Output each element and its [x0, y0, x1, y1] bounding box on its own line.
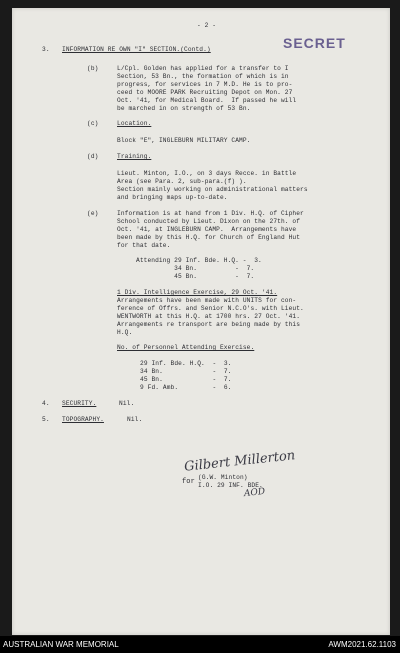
- exercise-heading: 1 Div. Intelligence Exercise, 29 Oct. '41.: [117, 289, 278, 296]
- attending-row: Attending 29 Inf. Bde. H.Q. - 3.: [136, 257, 262, 264]
- para-c-label: (c): [87, 120, 99, 127]
- footer-institution: AUSTRALIAN WAR MEMORIAL: [3, 640, 119, 649]
- para-c-heading: Location.: [117, 120, 152, 127]
- para-e-label: (e): [87, 210, 99, 217]
- section-4-heading: SECURITY.: [62, 400, 97, 407]
- signatory-title: I.O. 29 INF. BDE.: [198, 482, 263, 489]
- personnel-heading: No. of Personnel Attending Exercise.: [117, 344, 255, 351]
- para-d-heading: Training.: [117, 153, 152, 160]
- section-5-heading: TOPOGRAPHY.: [62, 416, 104, 423]
- document-page: [12, 8, 390, 635]
- para-b-line: progress, for services in 7 M.D. He is to pro-: [117, 81, 293, 88]
- attending-row: 45 Bn. - 7.: [136, 273, 255, 280]
- para-d-line: Area (see Para. 2, sub-para.(f) ).: [117, 178, 247, 185]
- section-5-text: Nil.: [127, 416, 143, 423]
- personnel-row: 9 Fd. Amb. - 6.: [140, 384, 232, 391]
- para-c-text: Block "E", INGLEBURN MILITARY CAMP.: [117, 137, 251, 144]
- section-5-number: 5.: [42, 416, 50, 423]
- page-number: - 2 -: [197, 22, 217, 29]
- handwritten-initials: AOD: [243, 486, 266, 500]
- para-b-line: be marched in on strength of 53 Bn.: [117, 105, 251, 112]
- para-d-line: Section mainly working on administrational matters: [117, 186, 308, 193]
- para-b-line: L/Cpl. Golden has applied for a transfer to I: [117, 65, 289, 72]
- footer-accession-number: AWM2021.62.1103: [328, 640, 396, 649]
- para-b-line: ceed to MOORE PARK Recruiting Depot on Mon. 27: [117, 89, 293, 96]
- para-d-label: (d): [87, 153, 99, 160]
- personnel-row: 29 Inf. Bde. H.Q. - 3.: [140, 360, 232, 367]
- archive-footer: [0, 636, 400, 653]
- para-b-line: Section, 53 Bn., the formation of which is in: [117, 73, 289, 80]
- handwritten-signature: Gilbert Millerton: [183, 448, 296, 475]
- para-d-line: Lieut. Minton, I.O., on 3 days Recce. in Battle: [117, 170, 297, 177]
- para-e-line: been made by this H.Q. for Church of England Hut: [117, 234, 301, 241]
- signature-for: for: [182, 478, 195, 486]
- section-3-number: 3.: [42, 46, 50, 53]
- para-e-line: Oct. '41, at INGLEBURN CAMP. Arrangements have: [117, 226, 297, 233]
- para-e-line: School conducted by Lieut. Dixon on the 27th. of: [117, 218, 301, 225]
- exercise-line: Arrangements have been made with UNITS for con-: [117, 297, 297, 304]
- para-e-line: for that date.: [117, 242, 171, 249]
- section-4-text: Nil.: [119, 400, 135, 407]
- secret-stamp: SECRET: [283, 35, 346, 51]
- para-d-line: and bringing maps up-to-date.: [117, 194, 228, 201]
- signatory-name: (G.W. Minton): [198, 474, 248, 481]
- attending-row: 34 Bn. - 7.: [136, 265, 255, 272]
- exercise-line: Arrangements re transport are being made by this: [117, 321, 301, 328]
- section-3-heading: INFORMATION RE OWN "I" SECTION.(Contd.): [62, 46, 211, 53]
- exercise-line: H.Q.: [117, 329, 133, 336]
- personnel-row: 45 Bn. - 7.: [140, 376, 232, 383]
- personnel-row: 34 Bn. - 7.: [140, 368, 232, 375]
- section-4-number: 4.: [42, 400, 50, 407]
- exercise-line: ference of Offrs. and Senior N.C.O's. with Lieut.: [117, 305, 304, 312]
- exercise-line: WENTWORTH at this H.Q. at 1700 hrs. 27 Oct. '41.: [117, 313, 301, 320]
- para-b-line: Oct. '41, for Medical Board. If passed he will: [117, 97, 297, 104]
- para-e-line: Information is at hand from 1 Div. H.Q. of Cipher: [117, 210, 304, 217]
- para-b-label: (b): [87, 65, 99, 72]
